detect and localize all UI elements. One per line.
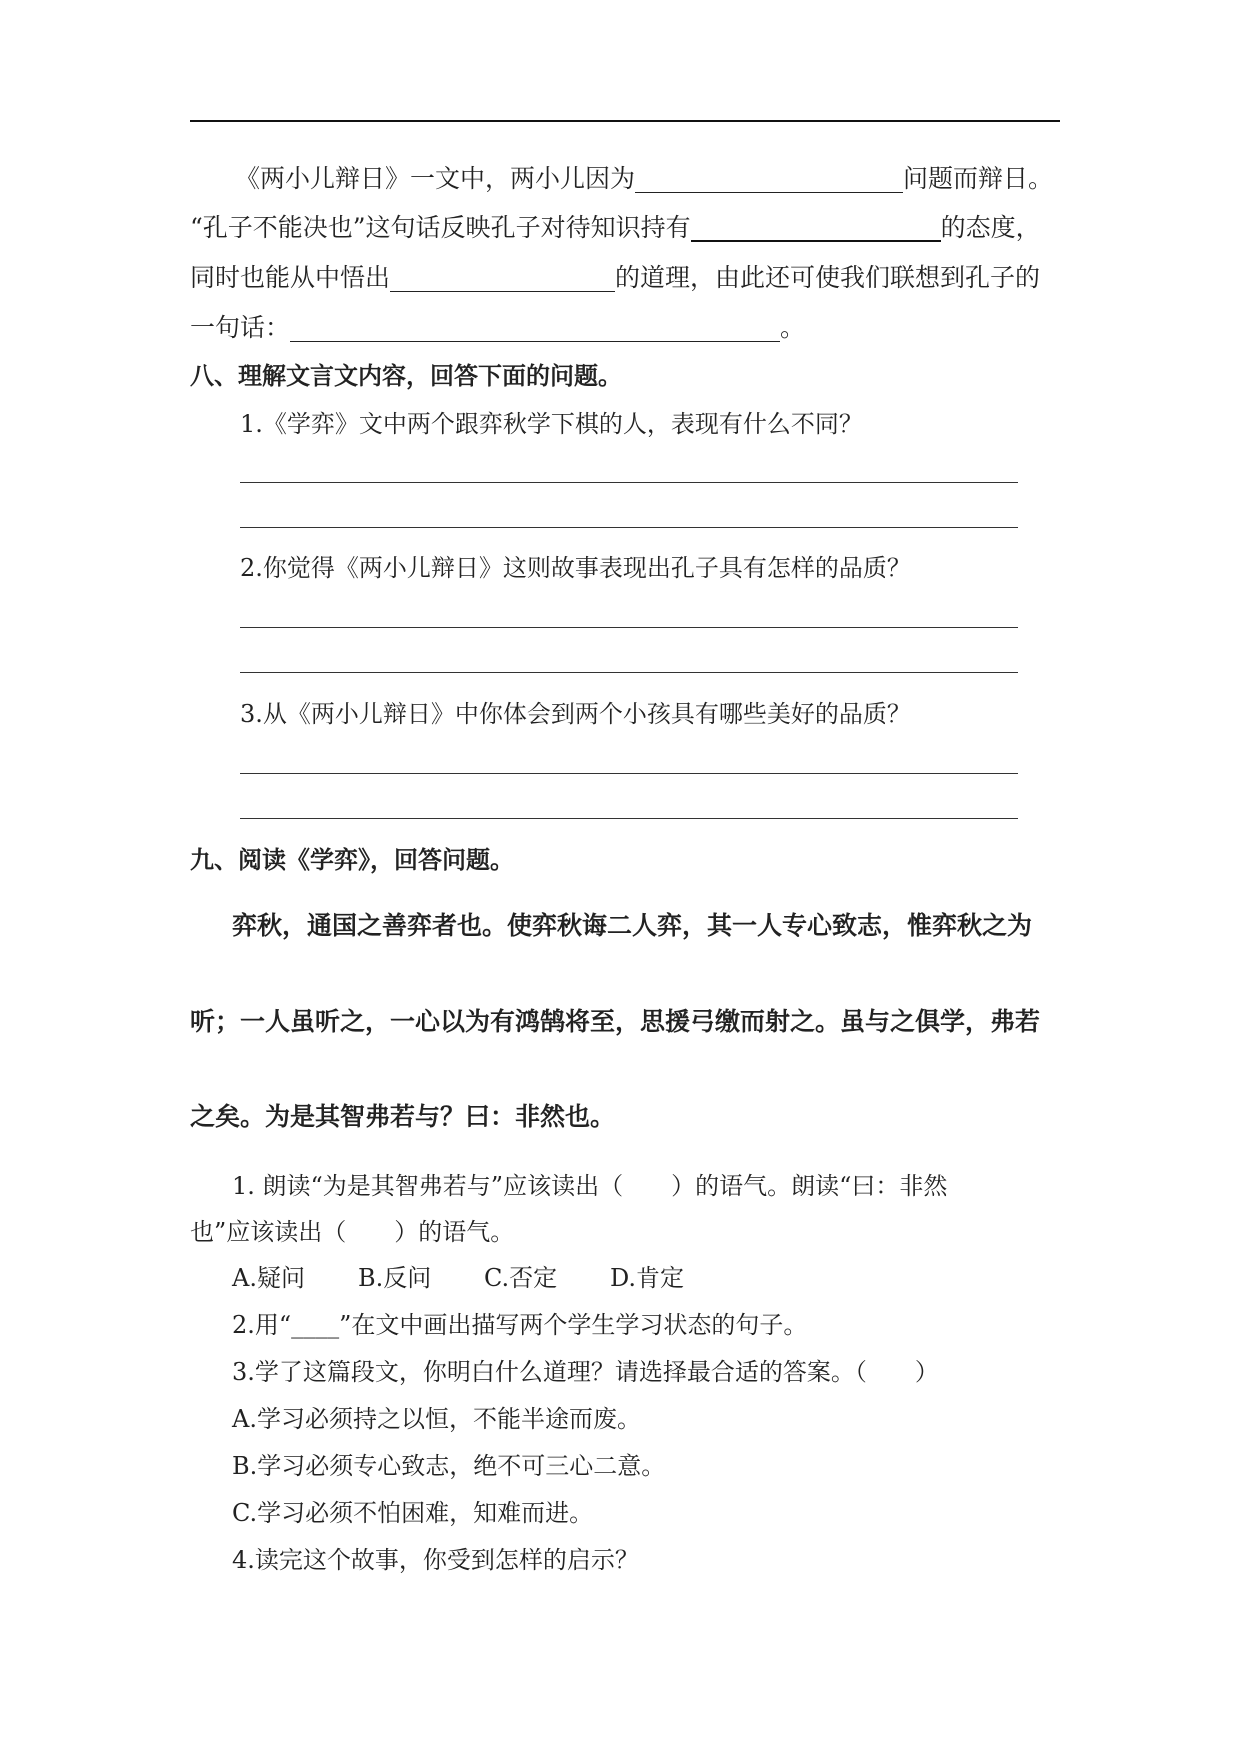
intro-text-3b: 的道理，由此还可使我们联想到孔子的 — [615, 263, 1041, 292]
fill-blank-4[interactable] — [290, 315, 780, 342]
answer-line[interactable] — [240, 482, 1018, 483]
intro-text-1a: 《两小儿辩日》一文中，两小儿因为 — [235, 164, 636, 193]
intro-text-4b: 。 — [780, 313, 806, 342]
section-9-question-2: 2.用“____”在文中画出描写两个学生学习状态的句子。 — [232, 1311, 808, 1339]
answer-line[interactable] — [240, 527, 1018, 528]
section-9-question-4: 4.读完这个故事，你受到怎样的启示？ — [232, 1546, 639, 1574]
section-8-question-1: 1.《学弈》文中两个跟弈秋学下棋的人，表现有什么不同？ — [240, 410, 863, 438]
intro-text-1b: 问题而辩日。 — [903, 164, 1054, 193]
intro-line-1 — [235, 163, 1053, 195]
answer-line[interactable] — [240, 773, 1018, 774]
intro-line-2 — [190, 212, 1041, 244]
passage-line-2: 听；一人虽听之，一心以为有鸿鹄将至，思援弓缴而射之。虽与之俱学，弗若 — [190, 1007, 1041, 1036]
option-d[interactable]: D.肯定 — [610, 1264, 685, 1292]
question-1-options — [232, 1262, 736, 1294]
intro-line-4 — [190, 312, 805, 344]
option-b[interactable]: B.反问 — [358, 1264, 432, 1292]
section-9-question-3: 3.学了这篇段文，你明白什么道理？请选择最合适的答案。（ ） — [232, 1358, 939, 1386]
fill-blank-3[interactable] — [390, 265, 615, 292]
intro-text-4a: 一句话： — [190, 313, 291, 342]
fill-blank-1[interactable] — [635, 166, 903, 193]
section-9-question-1a: 1. 朗读“为是其智弗若与”应该读出（ ）的语气。朗读“曰：非然 — [232, 1172, 948, 1200]
section-8-heading: 八、理解文言文内容，回答下面的问题。 — [190, 362, 622, 390]
section-8-question-3: 3.从《两小儿辩日》中你体会到两个小孩具有哪些美好的品质？ — [240, 700, 911, 728]
passage-line-3: 之矣。为是其智弗若与？曰：非然也。 — [190, 1102, 616, 1131]
answer-line[interactable] — [240, 672, 1018, 673]
section-8-question-2: 2.你觉得《两小儿辩日》这则故事表现出孔子具有怎样的品质？ — [240, 554, 911, 582]
passage-line-1: 弈秋，通国之善弈者也。使弈秋诲二人弈，其一人专心致志，惟弈秋之为 — [232, 911, 1033, 940]
section-9-heading: 九、阅读《学弈》，回答问题。 — [190, 846, 514, 874]
intro-line-3 — [190, 262, 1040, 294]
intro-text-2b: 的态度， — [940, 213, 1041, 242]
intro-text-3a: 同时也能从中悟出 — [190, 263, 391, 292]
choice-c[interactable]: C.学习必须不怕困难，知难而进。 — [232, 1499, 594, 1527]
fill-blank-2[interactable] — [691, 214, 941, 242]
option-a[interactable]: A.疑问 — [232, 1264, 305, 1292]
section-9-question-1b: 也”应该读出（ ）的语气。 — [190, 1218, 515, 1246]
answer-line[interactable] — [240, 627, 1018, 628]
header-rule — [190, 120, 1060, 122]
choice-a[interactable]: A.学习必须持之以恒，不能半途而废。 — [232, 1405, 641, 1433]
intro-text-2a: “孔子不能决也”这句话反映孔子对待知识持有 — [190, 213, 691, 242]
answer-line[interactable] — [240, 818, 1018, 819]
choice-b[interactable]: B.学习必须专心致志，绝不可三心二意。 — [232, 1452, 666, 1480]
option-c[interactable]: C.否定 — [484, 1264, 558, 1292]
